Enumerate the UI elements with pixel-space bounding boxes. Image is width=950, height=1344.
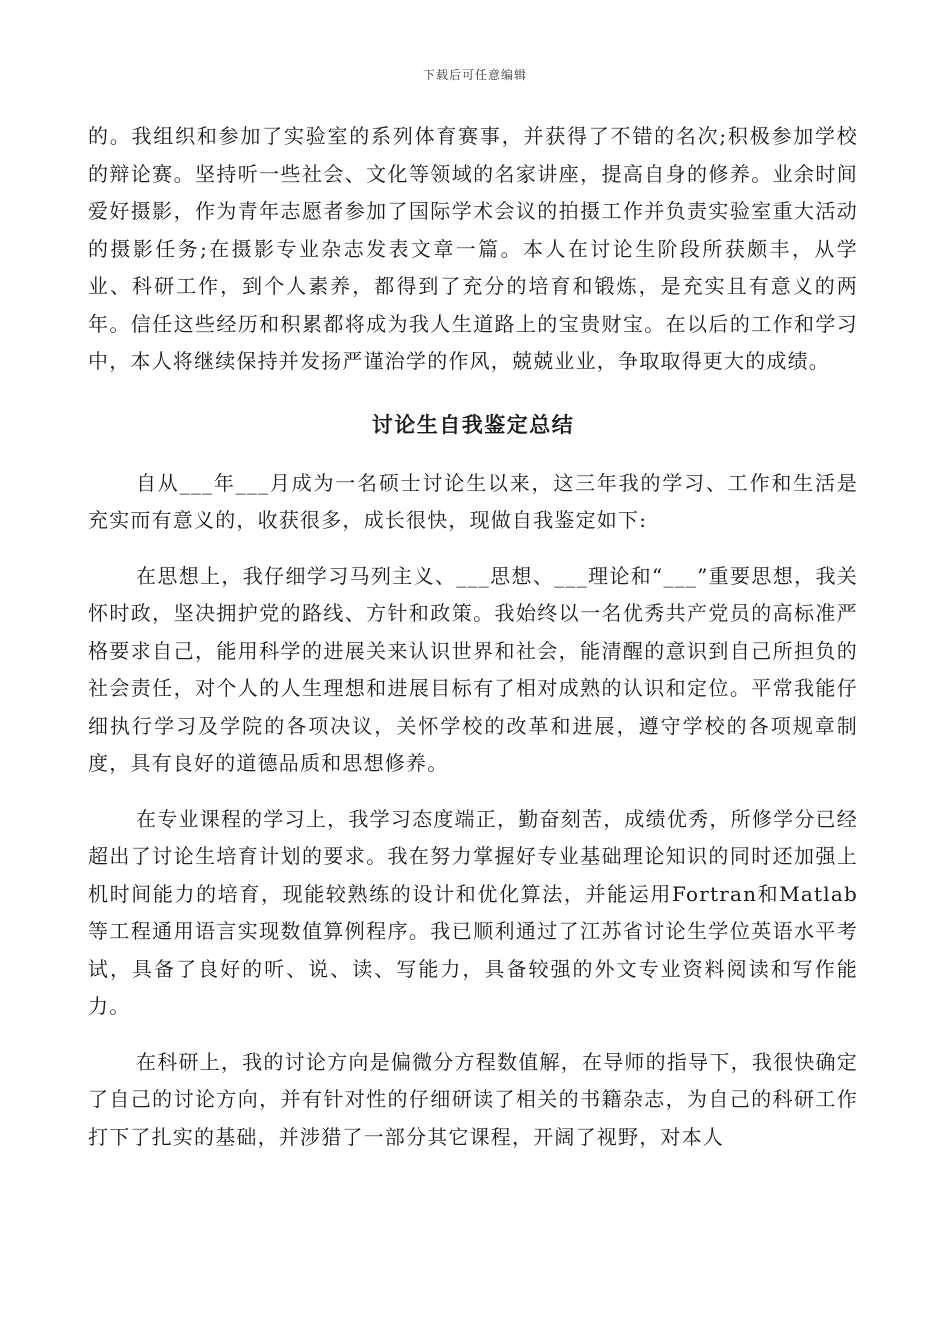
intro-paragraph: 的。我组织和参加了实验室的系列体育赛事，并获得了不错的名次;积极参加学校的辩论赛。坚持听一些社会、文化等领域的名家讲座，提高自身的修养。业余时间爱好摄影，作为青年志愿者参加了国际学术会议的拍摄工作并负责实验室重大活动的摄影任务;在摄影专业杂志发表文章一篇。本人在讨论生阶段所获颇丰，从学业、科研工作，到个人素养，都得到了充分的培育和锻炼，是充实且有意义的两年。信任这些经历和积累都将成为我人生道路上的宝贵财宝。在以后的工作和学习中，本人将继续保持并发扬严谨治学的作风，兢兢业业，争取取得更大的成绩。 <box>88 124 858 373</box>
paragraph-2: 在思想上，我仔细学习马列主义、___思想、___理论和“___”重要思想，我关怀时政，坚决拥护党的路线、方针和政策。我始终以一名优秀共产党员的高标准严格要求自己，能用科学的进展关来认识世界和社会，能清醒的意识到自己所担负的社会责任，对个人的人生理想和进展目标有了相对成熟的认识和定位。平常我能仔细执行学习及学院的各项决议，关怀学校的改革和进展，遵守学校的各项规章制度，具有良好的道德品质和思想修养。 <box>88 563 858 775</box>
paragraph-3: 在专业课程的学习上，我学习态度端正，勤奋刻苦，成绩优秀，所修学分已经超出了讨论生培育计划的要求。我在努力掌握好专业基础理论知识的同时还加强上机时间能力的培育，现能较熟练的设计和优化算法，并能运用Fortran和Matlab等工程通用语言实现数值算例程序。我已顺利通过了江苏省讨论生学位英语水平考试，具备了良好的听、说、读、写能力，具备较强的外文专业资料阅读和写作能力。 <box>88 806 858 1018</box>
document-body <box>88 118 858 1156</box>
section-title: 讨论生自我鉴定总结 <box>371 411 575 437</box>
paragraph-4: 在科研上，我的讨论方向是偏微分方程数值解，在导师的指导下，我很快确定了自己的讨论方向，并有针对性的仔细研读了相关的书籍杂志，为自己的科研工作打下了扎实的基础，并涉猎了一部分其它课程，开阔了视野，对本人 <box>88 1049 858 1149</box>
header-note: 下载后可任意编辑 <box>422 68 527 82</box>
paragraph-1: 自从___年___月成为一名硕士讨论生以来，这三年我的学习、工作和生活是充实而有意义的，收获很多，成长很快，现做自我鉴定如下: <box>88 470 858 532</box>
